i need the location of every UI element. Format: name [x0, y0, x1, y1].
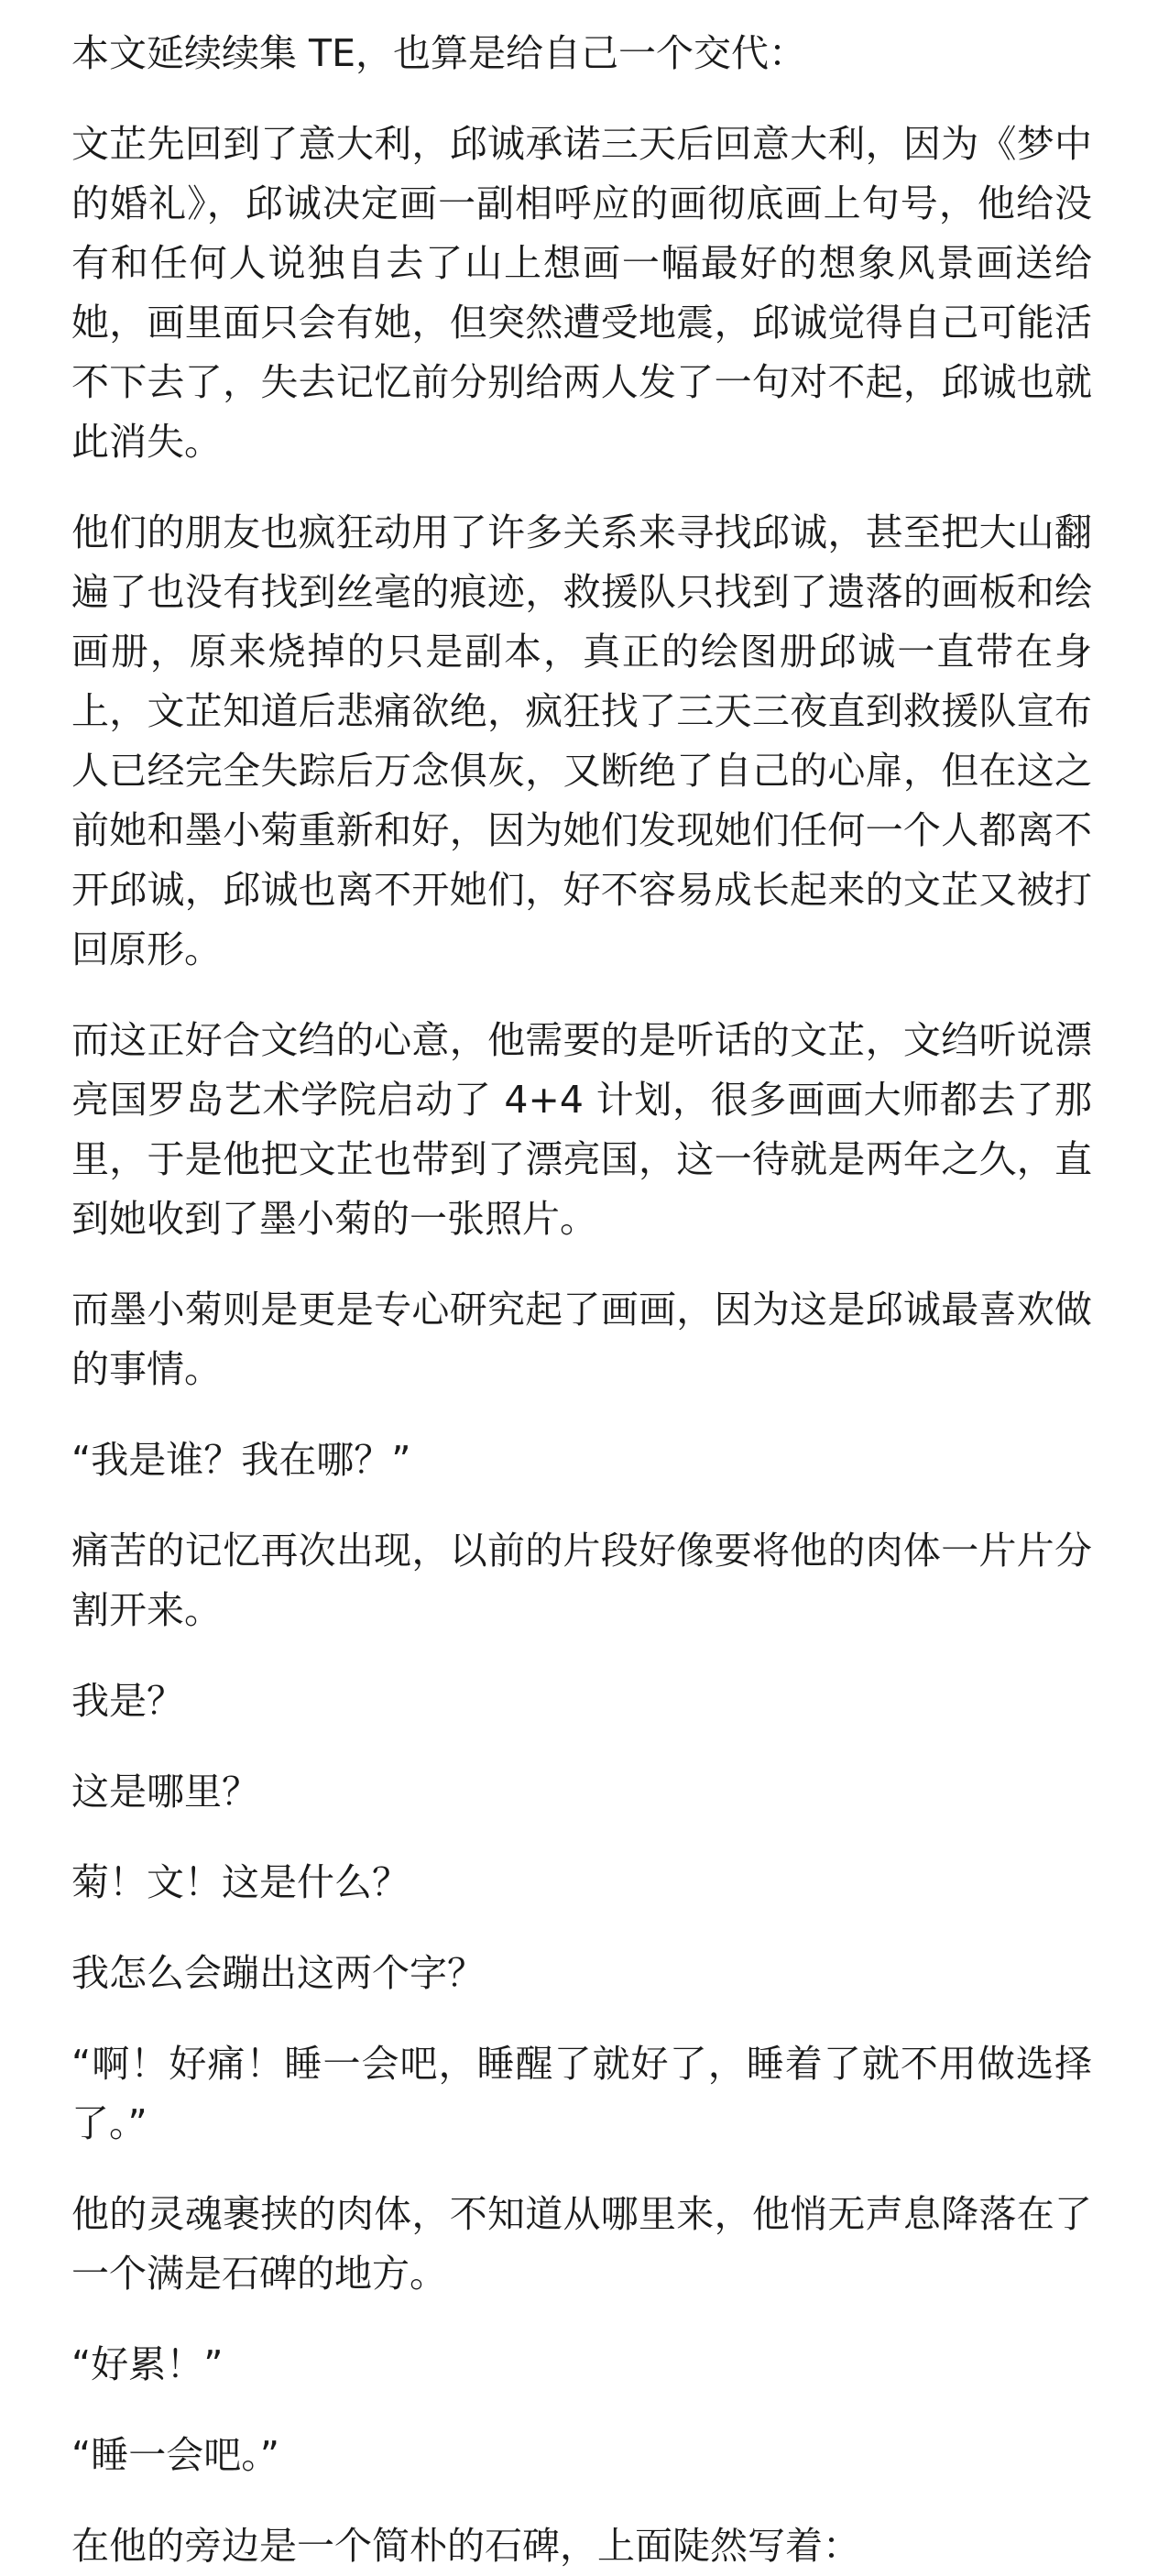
paragraph-search: 他们的朋友也疯狂动用了许多关系来寻找邱诚，甚至把大山翻遍了也没有找到丝毫的痕迹，救援队只找到了遗落的画板和绘画册，原来烧掉的只是副本，真正的绘图册邱诚一直带在身上，文芷知道后悲痛欲绝，疯狂找了三天三夜直到救援队宣布人已经完全失踪后万念俱灰，又断绝了自己的心扉，但在这之前她和墨小菊重新和好，因为她们发现她们任何一个人都离不开邱诚，邱诚也离不开她们，好不容易成长起来的文芷又被打回原形。 — [71, 510, 1092, 971]
paragraph-ju-wen: 菊！文！这是什么？ — [71, 1860, 410, 1904]
paragraph-moxiaoju: 而墨小菊则是更是专心研究起了画画，因为这是邱诚最喜欢做的事情。 — [71, 1288, 1092, 1391]
paragraph-soul-lands: 他的灵魂裹挟的肉体，不知道从哪里来，他悄无声息降落在了一个满是石碑的地方。 — [71, 2192, 1092, 2296]
paragraph-i-am: 我是？ — [71, 1679, 184, 1723]
paragraph-dialogue-sleep: “睡一会吧。” — [71, 2433, 279, 2477]
paragraph-dialogue-tired: “好累！” — [71, 2342, 224, 2386]
paragraph-dialogue-who-am-i: “我是谁？我在哪？” — [71, 1438, 411, 1482]
paragraph-dialogue-pain: “啊！好痛！睡一会吧，睡醒了就好了，睡着了就不用做选择了。” — [71, 2042, 1092, 2145]
article-body — [71, 24, 1092, 2576]
paragraph-painful-memory: 痛苦的记忆再次出现，以前的片段好像要将他的肉体一片片分割开来。 — [71, 1529, 1092, 1632]
paragraph-intro: 本文延续续集 TE，也算是给自己一个交代： — [71, 31, 806, 75]
paragraph-wenzhou: 而这正好合文绉的心意，他需要的是听话的文芷，文绉听说漂亮国罗岛艺术学院启动了 4+4 计划，很多画画大师都去了那里，于是他把文芷也带到了漂亮国，这一待就是两年之久，直到她收到了墨小菊的一张照片。 — [71, 1018, 1092, 1241]
paragraph-two-words: 我怎么会蹦出这两个字？ — [71, 1951, 485, 1995]
paragraph-where-is-this: 这是哪里？ — [71, 1770, 259, 1814]
paragraph-stone-tablet: 在他的旁边是一个简朴的石碑，上面陡然写着： — [71, 2524, 860, 2568]
paragraph-wenzhi-returns: 文芷先回到了意大利，邱诚承诺三天后回意大利，因为《梦中的婚礼》，邱诚决定画一副相呼应的画彻底画上句号，他给没有和任何人说独自去了山上想画一幅最好的想象风景画送给她，画里面只会有她，但突然遭受地震，邱诚觉得自己可能活不下去了，失去记忆前分别给两人发了一句对不起，邱诚也就此消失。 — [71, 122, 1092, 464]
